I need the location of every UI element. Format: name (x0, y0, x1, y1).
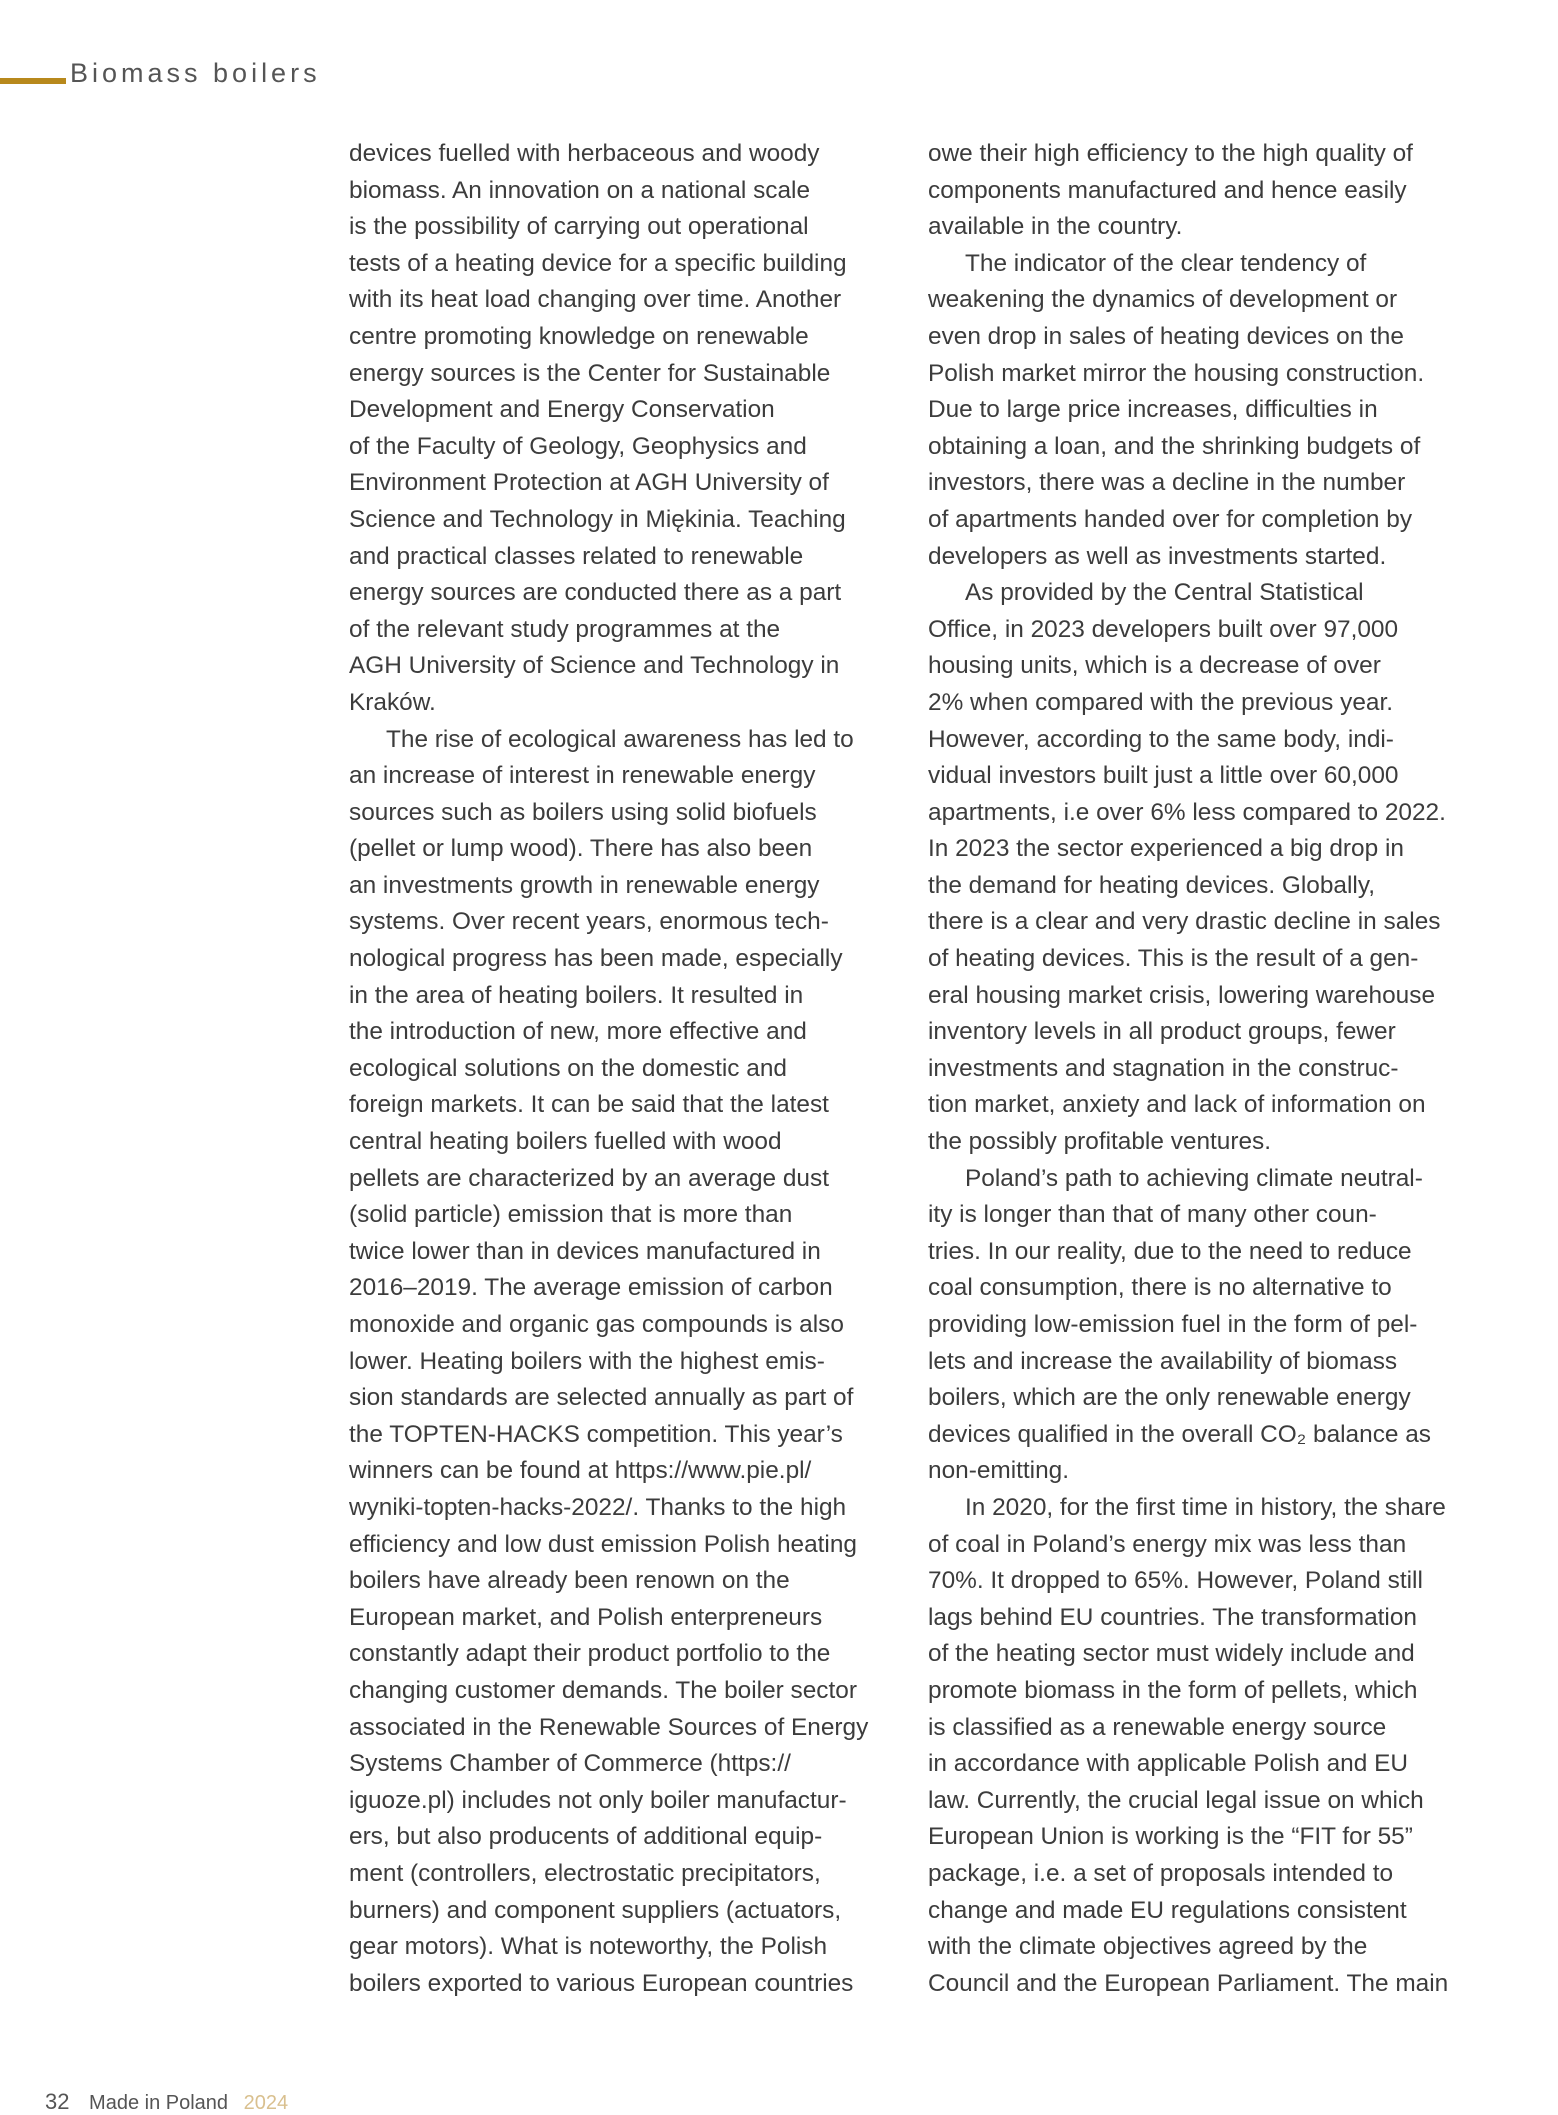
text-line: of coal in Poland’s energy mix was less than (928, 1530, 1407, 1558)
text-line: However, according to the same body, indi- (928, 725, 1394, 753)
text-line: centre promoting knowledge on renewable (349, 322, 809, 350)
text-line: and practical classes related to renewable (349, 542, 804, 570)
text-line: tries. In our reality, due to the need to reduce (928, 1237, 1412, 1265)
text-line: twice lower than in devices manufactured in (349, 1237, 821, 1265)
text-line: associated in the Renewable Sources of Energy (349, 1713, 869, 1741)
text-line: inventory levels in all product groups, fewer (928, 1018, 1396, 1046)
text-line: boilers exported to various European countries (349, 1969, 854, 1997)
text-line: in accordance with applicable Polish and EU (928, 1750, 1408, 1778)
text-line: systems. Over recent years, enormous tech- (349, 908, 829, 936)
text-line: Science and Technology in Miękinia. Teaching (349, 505, 846, 533)
text-line: is classified as a renewable energy source (928, 1713, 1387, 1741)
text-line: eral housing market crisis, lowering warehouse (928, 981, 1436, 1009)
text-line: ecological solutions on the domestic and (349, 1054, 787, 1082)
text-line: winners can be found at https://www.pie.pl/ (349, 1457, 812, 1485)
text-line: European Union is working is the “FIT for 55” (928, 1823, 1413, 1851)
text-line: devices qualified in the overall CO₂ balance as (928, 1420, 1431, 1448)
text-line: (pellet or lump wood). There has also been (349, 835, 813, 863)
text-line: developers as well as investments started. (928, 542, 1387, 570)
text-line: European market, and Polish enterpreneurs (349, 1603, 823, 1631)
text-line: non-emitting. (928, 1457, 1069, 1485)
text-line: in the area of heating boilers. It resulted in (349, 981, 804, 1009)
text-line: sources such as boilers using solid biofuels (349, 798, 817, 826)
text-line: tion market, anxiety and lack of information on (928, 1091, 1426, 1119)
text-line: In 2023 the sector experienced a big drop in (928, 835, 1404, 863)
text-line: with the climate objectives agreed by the (928, 1933, 1368, 1961)
text-line: of the Faculty of Geology, Geophysics and (349, 432, 807, 460)
text-line: Office, in 2023 developers built over 97,000 (928, 615, 1399, 643)
text-line: the demand for heating devices. Globally, (928, 871, 1375, 899)
text-line: of heating devices. This is the result of a gen- (928, 945, 1419, 973)
text-line: Due to large price increases, difficulties in (928, 396, 1378, 424)
section-title: Biomass boilers (70, 58, 321, 88)
text-line: tests of a heating device for a specific building (349, 249, 847, 277)
text-line: with its heat load changing over time. Another (349, 286, 842, 314)
text-line: Systems Chamber of Commerce (https:// (349, 1750, 791, 1778)
text-line: devices fuelled with herbaceous and woody (349, 140, 820, 167)
text-line: apartments, i.e over 6% less compared to 2022. (928, 798, 1446, 826)
text-line: ers, but also producents of additional equip- (349, 1823, 823, 1851)
text-line: changing customer demands. The boiler sector (349, 1676, 857, 1704)
text-line: sion standards are selected annually as part of (349, 1384, 854, 1412)
text-line: ment (controllers, electrostatic precipitators, (349, 1859, 821, 1887)
text-line: foreign markets. It can be said that the latest (349, 1091, 829, 1119)
text-line: the TOPTEN-HACKS competition. This year’s (349, 1420, 843, 1448)
text-line: an investments growth in renewable energy (349, 871, 820, 899)
text-line: the introduction of new, more effective and (349, 1018, 807, 1046)
page-footer (45, 2090, 288, 2115)
text-line: boilers have already been renown on the (349, 1567, 790, 1595)
text-line: wyniki-topten-hacks-2022/. Thanks to the high (349, 1493, 847, 1521)
publication-name: Made in Poland (89, 2092, 229, 2114)
text-line: vidual investors built just a little over 60,000 (928, 762, 1399, 790)
text-line: Council and the European Parliament. The main (928, 1969, 1449, 1997)
text-line: (solid particle) emission that is more than (349, 1201, 793, 1229)
text-line: energy sources are conducted there as a part (349, 579, 842, 607)
text-line: 70%. It dropped to 65%. However, Poland still (928, 1567, 1423, 1595)
text-line: lets and increase the availability of biomass (928, 1347, 1398, 1375)
text-line: housing units, which is a decrease of over (928, 652, 1381, 680)
text-line: pellets are characterized by an average dust (349, 1164, 829, 1192)
text-line: promote biomass in the form of pellets, which (928, 1676, 1418, 1704)
text-line: package, i.e. a set of proposals intended to (928, 1859, 1394, 1887)
text-line: monoxide and organic gas compounds is also (349, 1311, 844, 1338)
text-line: 2016–2019. The average emission of carbon (349, 1274, 833, 1302)
text-line: efficiency and low dust emission Polish heating (349, 1530, 857, 1558)
text-line: Poland’s path to achieving climate neutral- (965, 1164, 1423, 1192)
text-line: The indicator of the clear tendency of (965, 249, 1367, 277)
text-line: AGH University of Science and Technology in (349, 652, 840, 680)
text-line: is the possibility of carrying out operational (349, 213, 809, 241)
text-line: of the relevant study programmes at the (349, 615, 781, 643)
text-line: In 2020, for the first time in history, the share (965, 1493, 1446, 1521)
text-line: ity is longer than that of many other coun- (928, 1201, 1377, 1229)
text-line: burners) and component suppliers (actuators, (349, 1896, 842, 1924)
text-line: available in the country. (928, 213, 1183, 241)
text-line: lower. Heating boilers with the highest emis- (349, 1347, 825, 1375)
text-line: 2% when compared with the previous year. (928, 688, 1394, 716)
text-line: biomass. An innovation on a national scale (349, 176, 811, 204)
text-line: there is a clear and very drastic decline in sales (928, 908, 1441, 936)
text-line: Kraków. (349, 688, 436, 716)
text-line: even drop in sales of heating devices on the (928, 322, 1404, 350)
text-line: Environment Protection at AGH University of (349, 469, 829, 497)
text-line: gear motors). What is noteworthy, the Polish (349, 1933, 828, 1961)
text-line: As provided by the Central Statistical (965, 579, 1364, 607)
header-accent-bar (0, 78, 66, 84)
page-number: 32 (45, 2089, 70, 2114)
text-line: lags behind EU countries. The transformation (928, 1603, 1417, 1631)
text-column-left (349, 136, 904, 2002)
text-line: of the heating sector must widely include and (928, 1640, 1415, 1668)
text-line: iguoze.pl) includes not only boiler manufactur- (349, 1786, 847, 1814)
text-line: nological progress has been made, especially (349, 945, 843, 973)
text-line: Polish market mirror the housing construction. (928, 359, 1425, 387)
text-line: change and made EU regulations consistent (928, 1896, 1407, 1924)
text-line: investments and stagnation in the construc- (928, 1054, 1399, 1082)
text-line: law. Currently, the crucial legal issue on which (928, 1786, 1424, 1814)
text-column-right (928, 136, 1483, 2002)
publication-year: 2024 (243, 2092, 289, 2114)
text-line: the possibly profitable ventures. (928, 1128, 1272, 1156)
text-line: energy sources is the Center for Sustainable (349, 359, 831, 387)
text-line: The rise of ecological awareness has led to (386, 725, 854, 753)
text-line: of apartments handed over for completion by (928, 505, 1413, 533)
text-line: boilers, which are the only renewable energy (928, 1384, 1411, 1412)
text-line: central heating boilers fuelled with wood (349, 1128, 782, 1156)
text-line: investors, there was a decline in the number (928, 469, 1406, 497)
text-line: components manufactured and hence easily (928, 176, 1407, 204)
text-line: weakening the dynamics of development or (928, 286, 1398, 314)
text-line: constantly adapt their product portfolio to the (349, 1640, 831, 1668)
text-line: Development and Energy Conservation (349, 396, 775, 424)
text-line: obtaining a loan, and the shrinking budgets of (928, 432, 1421, 460)
text-line: providing low-emission fuel in the form of pel- (928, 1311, 1418, 1338)
text-line: coal consumption, there is no alternative to (928, 1274, 1392, 1302)
text-line: an increase of interest in renewable energy (349, 762, 816, 790)
text-line: owe their high efficiency to the high quality of (928, 140, 1413, 167)
